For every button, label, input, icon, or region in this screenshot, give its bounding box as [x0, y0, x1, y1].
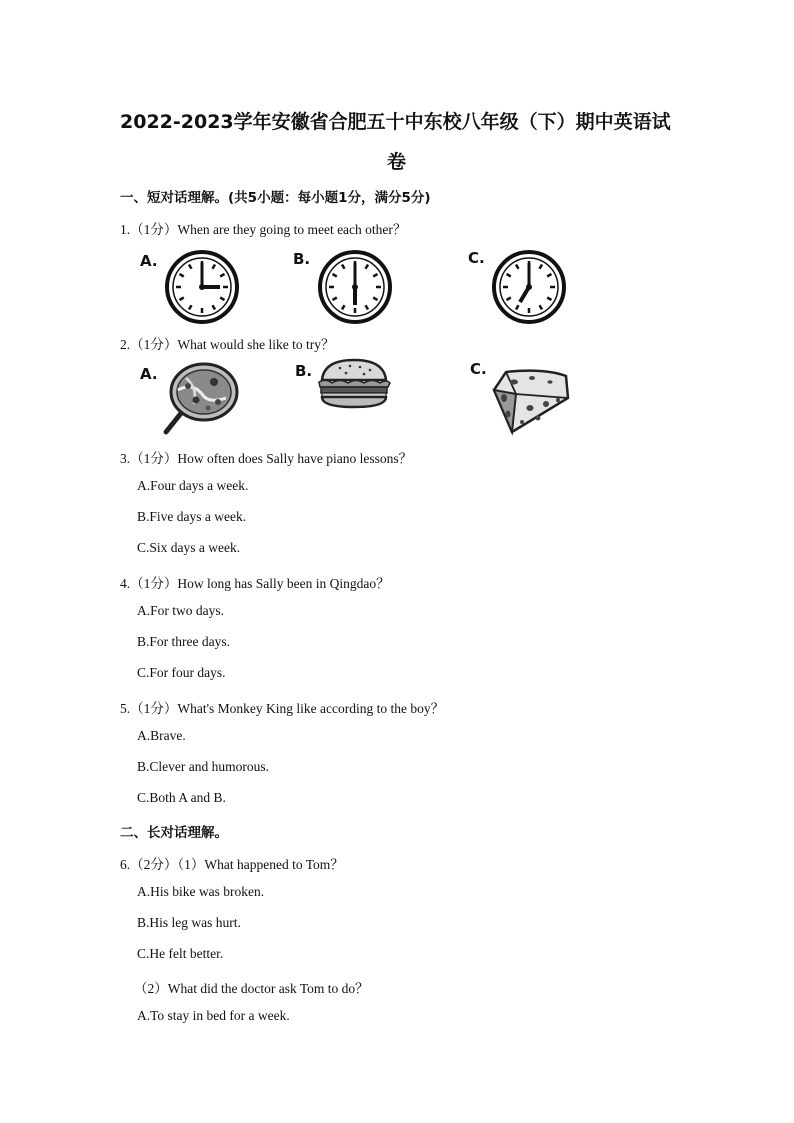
- question-4: 4.（1分）How long has Sally been in Qingdao？: [120, 576, 390, 591]
- q6-option-c: C.He felt better.: [137, 946, 224, 961]
- q2-label-c: C.: [470, 360, 487, 378]
- hamburger-icon: [316, 358, 392, 410]
- q6-part2-option-a: A.To stay in bed for a week.: [137, 1008, 290, 1023]
- q1-label-c: C.: [468, 249, 485, 267]
- q1-label-b: B.: [293, 250, 311, 268]
- question-5: 5.（1分）What's Monkey King like according to the boy？: [120, 701, 445, 716]
- q3-option-a: A.Four days a week.: [137, 478, 249, 493]
- cheese-icon: [492, 364, 574, 436]
- question-1: 1.（1分）When are they going to meet each other？: [120, 222, 407, 237]
- question-6-part-2: （2）What did the doctor ask Tom to do？: [134, 981, 369, 996]
- q6-option-a: A.His bike was broken.: [137, 884, 265, 899]
- q1-label-a: A.: [140, 252, 158, 270]
- section-heading-long-dialogues: 二、长对话理解。: [120, 825, 228, 841]
- q4-option-c: C.For four days.: [137, 665, 226, 680]
- q5-option-c: C.Both A and B.: [137, 790, 226, 805]
- q2-label-a: A.: [140, 365, 158, 383]
- page-title-line1: 2022-2023学年安徽省合肥五十中东校八年级（下）期中英语试: [120, 111, 671, 133]
- q3-option-b: B.Five days a week.: [137, 509, 247, 524]
- pizza-icon: [158, 360, 242, 438]
- q3-option-c: C.Six days a week.: [137, 540, 241, 555]
- q5-option-a: A.Brave.: [137, 728, 186, 743]
- question-2: 2.（1分）What would she like to try？: [120, 337, 335, 352]
- clock-3-oclock-icon: [164, 249, 240, 325]
- q5-option-b: B.Clever and humorous.: [137, 759, 269, 774]
- clock-7-oclock-icon: [491, 249, 567, 325]
- q2-label-b: B.: [295, 362, 313, 380]
- q6-option-b: B.His leg was hurt.: [137, 915, 241, 930]
- question-3: 3.（1分）How often does Sally have piano lessons？: [120, 451, 413, 466]
- question-6: 6.（2分）（1）What happened to Tom？: [120, 857, 344, 872]
- section-heading-short-dialogues: 一、短对话理解。(共5小题：每小题1分，满分5分): [120, 190, 431, 206]
- page-title-line2: 卷: [387, 151, 407, 173]
- clock-6-oclock-icon: [317, 249, 393, 325]
- q4-option-b: B.For three days.: [137, 634, 230, 649]
- q4-option-a: A.For two days.: [137, 603, 224, 618]
